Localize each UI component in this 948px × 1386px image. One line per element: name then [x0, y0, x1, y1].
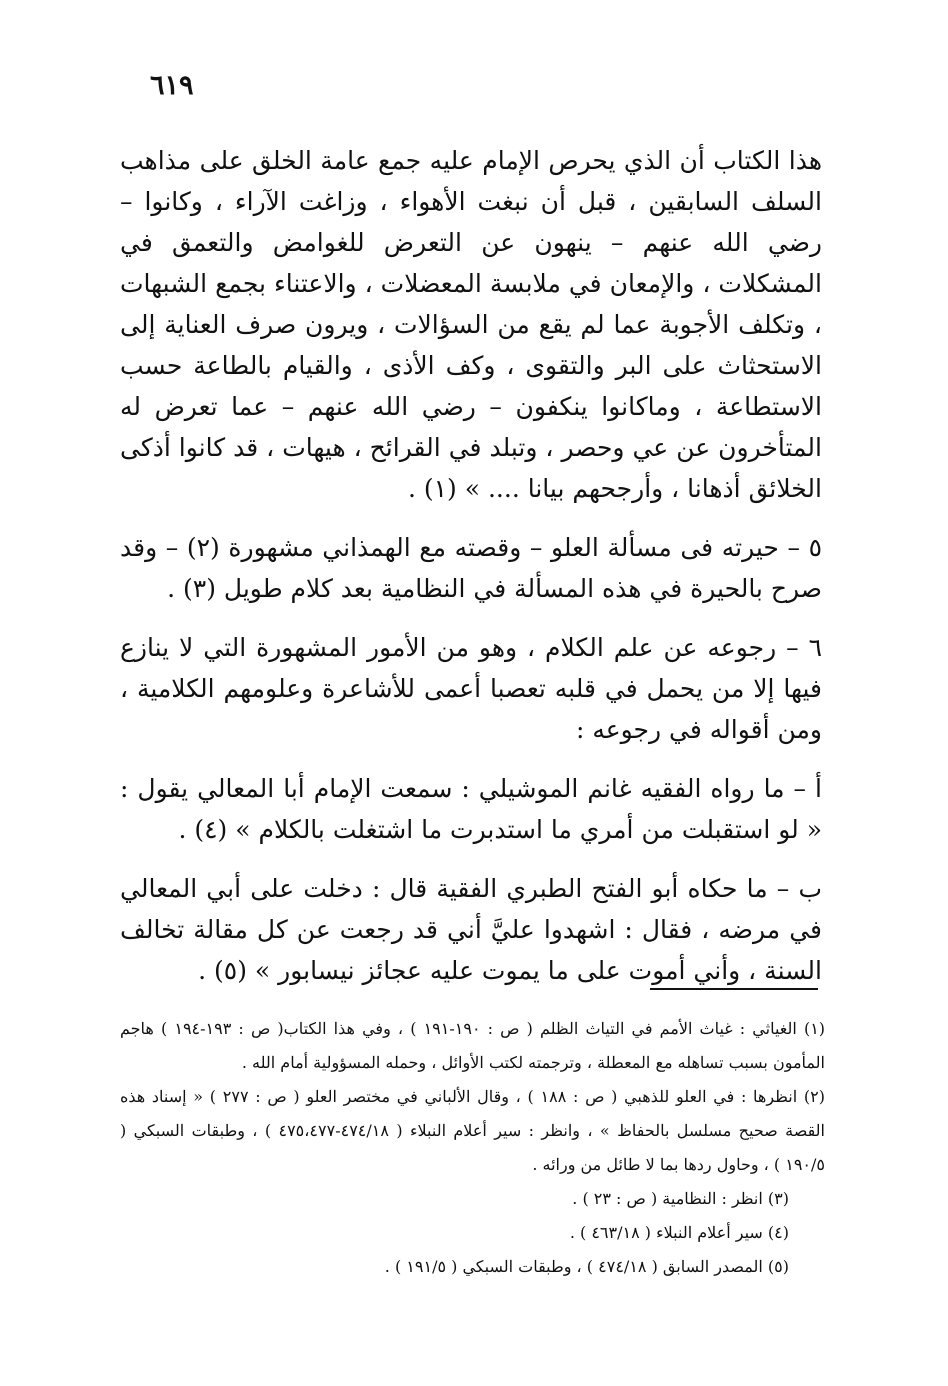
footnote-separator	[650, 988, 818, 990]
footnote-1: (١) الغياثي : غياث الأمم في التياث الظلم ( ص : ١٩٠-١٩١ ) ، وفي هذا الكتاب( ص : ١٩٣-١٩٤ ) هاجم المأمون بسبب تساهله مع المعطلة ، وترجمته لكتب الأوائل ، وحمله المسؤولية أمام الله .	[120, 1019, 826, 1072]
footnote-4: (٤) سير أعلام النبلاء ( ٤٦٣/١٨ ) .	[569, 1223, 789, 1242]
paragraph-item-a: أ – ما رواه الفقيه غانم الموشيلي : سمعت الإمام أبا المعالي يقول : « لو استقبلت من أمري ما استدبرت ما اشتغلت بالكلام » (٤) .	[120, 774, 822, 844]
footnote-3: (٣) انظر : النظامية ( ص : ٢٣ ) .	[572, 1189, 789, 1208]
paragraph-item-5: ٥ – حيرته فى مسألة العلو – وقصته مع الهمذاني مشهورة (٢) – وقد صرح بالحيرة في هذه المسألة في النظامية بعد كلام طويل (٣) .	[120, 533, 822, 603]
paragraph-continuation: هذا الكتاب أن الذي يحرص الإمام عليه جمع عامة الخلق على مذاهب السلف السابقين ، قبل أن نبغت الأهواء ، وزاغت الآراء ، وكانوا – رضي الله عنهم – ينهون عن التعرض للغوامض والتعمق في المشكلات ، والإمعان في ملابسة المعضلات ، والاعتناء بجمع الشبهات ، وتكلف الأجوبة عما لم يقع من السؤالات ، ويرون صرف العناية إلى الاستحثاث على البر والتقوى ، وكف الأذى ، والقيام بالطاعة حسب الاستطاعة ، وماكانوا ينكفون – رضي الله عنهم – عما تعرض له المتأخرون عن عي وحصر ، وتبلد في القرائح ، هيهات ، قد كانوا أذكى الخلائق أذهانا ، وأرجحهم بيانا .... » (١) .	[120, 146, 822, 503]
paragraph-item-6: ٦ – رجوعه عن علم الكلام ، وهو من الأمور المشهورة التي لا ينازع فيها إلا من يحمل في قلبه تعصبا أعمى للأشاعرة وعلومهم الكلامية ، ومن أقواله في رجوعه :	[120, 633, 822, 744]
main-text	[120, 140, 822, 1009]
footnote-2: (٢) انظرها : في العلو للذهبي ( ص : ١٨٨ ) ، وقال الألباني في مختصر العلو ( ص : ٢٧٧ ) « إسناد هذه القصة صحيح مسلسل بالحفاظ » ، وانظر : سير أعلام النبلاء ( ٤٧٤/١٨-٤٧٥،٤٧٧ ) ، وطبقات السبكي ( ١٩٠/٥ ) ، وحاول ردها بما لا طائل من ورائه .	[120, 1087, 826, 1174]
footnotes	[120, 1012, 825, 1284]
page-number: ٦١٩	[150, 70, 194, 101]
footnote-5: (٥) المصدر السابق ( ٤٧٤/١٨ ) ، وطبقات السبكي ( ١٩١/٥ ) .	[384, 1257, 789, 1276]
paragraph-item-b: ب – ما حكاه أبو الفتح الطبري الفقية قال : دخلت على أبي المعالي في مرضه ، فقال : اشهدوا عليَّ أني قد رجعت عن كل مقالة تخالف السنة ، وأني أموت على ما يموت عليه عجائز نيسابور » (٥) .	[120, 874, 822, 985]
